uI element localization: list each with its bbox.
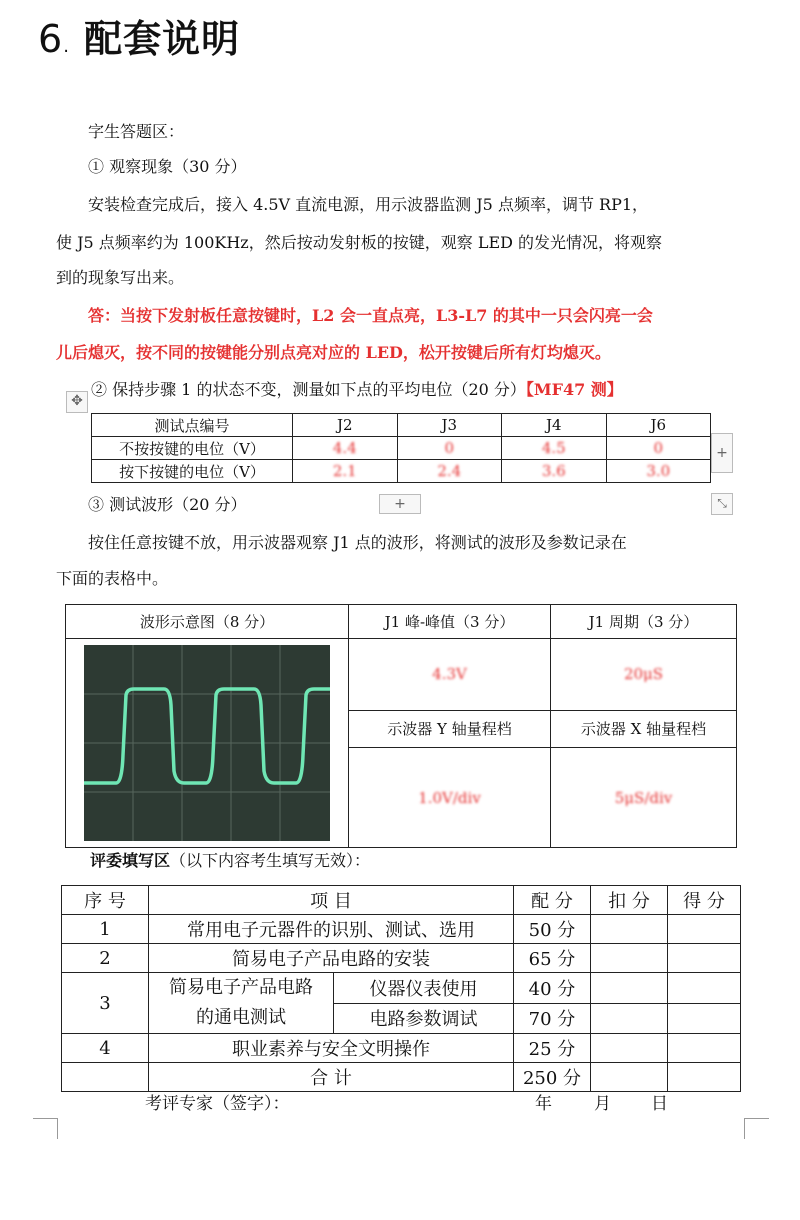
page-corner-mark <box>744 1118 769 1139</box>
row-label: 按下按键的电位（V） <box>92 460 293 483</box>
answer-line1: 答：当按下发射板任意按键时，L2 会一直点亮，L3-L7 的其中一只会闪亮一会 <box>88 306 653 325</box>
header-no: 序 号 <box>62 886 149 915</box>
table-row <box>62 944 741 973</box>
table-row <box>62 1034 741 1063</box>
table-row <box>66 605 737 639</box>
page-title <box>38 8 240 63</box>
row-points: 40 分 <box>514 973 591 1004</box>
section-heading-text: 配套说明 <box>84 17 241 61</box>
header-item: 项 目 <box>149 886 514 915</box>
potential-table <box>91 413 711 483</box>
deduct-cell[interactable] <box>591 1063 668 1092</box>
grading-title <box>90 851 370 871</box>
date-year: 年 <box>535 1094 552 1114</box>
y-range-header: 示波器 Y 轴量程档 <box>349 710 551 747</box>
table-header-cell: J4 <box>502 414 607 437</box>
deduct-cell[interactable] <box>591 915 668 944</box>
date-day: 日 <box>651 1094 668 1114</box>
deduct-cell[interactable] <box>591 944 668 973</box>
row-item: 简易电子产品电路的安装 <box>149 944 514 973</box>
empty-cell <box>62 1063 149 1092</box>
row-points: 70 分 <box>514 1003 591 1034</box>
section2-title <box>91 380 623 400</box>
row-points: 25 分 <box>514 1034 591 1063</box>
table-cell: 4.5 <box>502 437 607 460</box>
table-cell: 0 <box>397 437 502 460</box>
section3-body-line2: 下面的表格中。 <box>56 569 169 588</box>
table-row <box>62 973 741 1004</box>
score-cell[interactable] <box>668 1034 741 1063</box>
section2-title-text: ② 保持步骤 1 的状态不变，测量如下点的平均电位（20 分） <box>91 380 526 399</box>
oscilloscope-image <box>84 645 330 841</box>
waveform-cell <box>66 639 349 848</box>
table-header-cell: J3 <box>397 414 502 437</box>
section-number: 6 <box>38 17 64 61</box>
grading-table <box>61 885 741 1092</box>
row-no: 1 <box>62 915 149 944</box>
deduct-cell[interactable] <box>591 973 668 1004</box>
page-corner-mark <box>33 1118 58 1139</box>
waveform-header: 波形示意图（8 分） <box>66 605 349 639</box>
grading-title-bold: 评委填写区 <box>90 851 171 870</box>
section3-title: ③ 测试波形（20 分） <box>88 495 247 514</box>
deduct-cell[interactable] <box>591 1034 668 1063</box>
score-cell[interactable] <box>668 944 741 973</box>
sub-item: 电路参数调试 <box>334 1003 514 1034</box>
table-cell: 3.0 <box>606 460 711 483</box>
sub-item: 仪器仪表使用 <box>334 973 514 1004</box>
table-cell: 3.6 <box>502 460 607 483</box>
x-range-header: 示波器 X 轴量程档 <box>551 710 737 747</box>
table-row <box>92 460 711 483</box>
grading-title-rest: （以下内容考生填写无效）： <box>170 851 371 870</box>
table-cell: 2.1 <box>293 460 398 483</box>
pp-value: 4.3V <box>349 639 551 711</box>
period-value: 20μS <box>551 639 737 711</box>
header-deduct: 扣 分 <box>591 886 668 915</box>
table-row <box>92 437 711 460</box>
resize-icon[interactable]: ⤡ <box>711 493 733 515</box>
section1-body-line2: 使 J5 点频率约为 100KHz，然后按动发射板的按键，观察 LED 的发光情况，将观察 <box>56 233 663 252</box>
section3-body-line1: 按住任意按键不放，用示波器观察 J1 点的波形，将测试的波形及参数记录在 <box>88 533 627 552</box>
deduct-cell[interactable] <box>591 1003 668 1034</box>
score-cell[interactable] <box>668 1003 741 1034</box>
row-points: 50 分 <box>514 915 591 944</box>
table-row <box>62 1063 741 1092</box>
row-no: 4 <box>62 1034 149 1063</box>
section1-body-line3: 到的现象写出来。 <box>56 268 185 287</box>
row-no: 2 <box>62 944 149 973</box>
section1-body-line1: 安装检查完成后，接入 4.5V 直流电源，用示波器监测 J5 点频率，调节 RP1， <box>88 195 649 214</box>
header-points: 配 分 <box>514 886 591 915</box>
move-icon[interactable]: ✥ <box>66 391 88 413</box>
row-item-line2: 的通电测试 <box>196 1007 286 1028</box>
score-cell[interactable] <box>668 1063 741 1092</box>
period-header: J1 周期（3 分） <box>551 605 737 639</box>
table-row <box>62 915 741 944</box>
total-label: 合 计 <box>149 1063 514 1092</box>
table-cell: 2.4 <box>397 460 502 483</box>
row-label: 不按按键的电位（V） <box>92 437 293 460</box>
plus-icon[interactable]: + <box>379 494 421 514</box>
answer-line2: 儿后熄灭，按不同的按键能分别点亮对应的 LED，松开按键后所有灯均熄灭。 <box>56 343 611 362</box>
signature-label: 考评专家（签字）： <box>145 1094 290 1114</box>
row-item: 职业素养与安全文明操作 <box>149 1034 514 1063</box>
date-month: 月 <box>594 1094 611 1114</box>
table-row <box>62 886 741 915</box>
plus-icon[interactable]: + <box>711 433 733 473</box>
row-item-split <box>149 973 334 1034</box>
answer-area-label: 字生答题区： <box>88 122 185 141</box>
table-row <box>66 639 737 711</box>
table-row <box>92 414 711 437</box>
table-header-cell: J2 <box>293 414 398 437</box>
table-header-cell: J6 <box>606 414 711 437</box>
waveform-table <box>65 604 737 848</box>
table-cell: 4.4 <box>293 437 398 460</box>
row-item-line1: 简易电子产品电路 <box>169 977 313 998</box>
total-points: 250 分 <box>514 1063 591 1092</box>
section1-title: ① 观察现象（30 分） <box>88 157 247 176</box>
pp-header: J1 峰-峰值（3 分） <box>349 605 551 639</box>
x-range-value: 5μS/div <box>551 748 737 848</box>
row-item: 常用电子元器件的识别、测试、选用 <box>149 915 514 944</box>
section-dot: . <box>63 36 70 57</box>
row-no: 3 <box>62 973 149 1034</box>
y-range-value: 1.0V/div <box>349 748 551 848</box>
oscilloscope-screen <box>84 645 330 841</box>
table-header-cell: 测试点编号 <box>92 414 293 437</box>
header-score: 得 分 <box>668 886 741 915</box>
row-points: 65 分 <box>514 944 591 973</box>
score-cell[interactable] <box>668 973 741 1004</box>
section2-tag: 【MF47 测】 <box>525 380 623 399</box>
table-cell: 0 <box>606 437 711 460</box>
score-cell[interactable] <box>668 915 741 944</box>
